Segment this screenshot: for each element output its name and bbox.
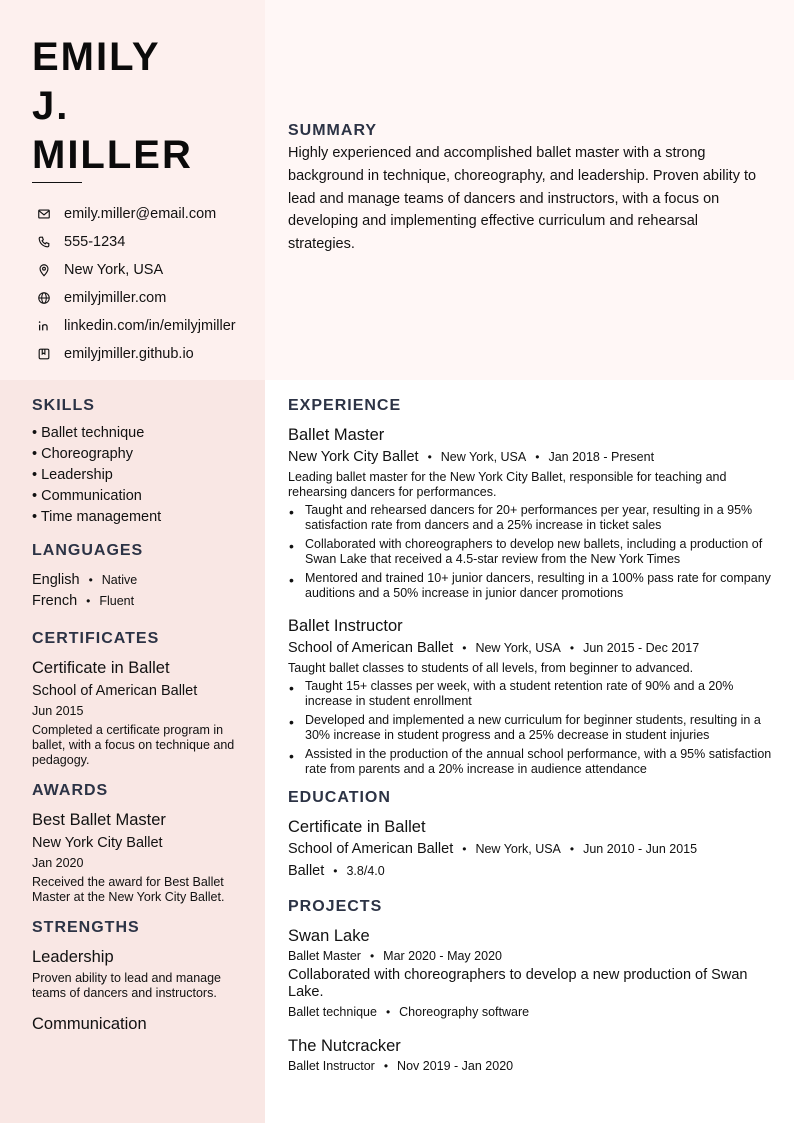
- name-first: EMILY: [32, 35, 161, 79]
- education-meta: [288, 838, 772, 860]
- certificate-desc: Completed a certificate program in ballet, with a focus on technique and pedagogy.: [32, 723, 235, 767]
- education-heading: EDUCATION: [288, 789, 391, 806]
- job-entry: [288, 424, 772, 601]
- contact-linkedin-text[interactable]: linkedin.com/in/emilyjmiller: [64, 318, 236, 334]
- projects-heading: PROJECTS: [288, 898, 383, 915]
- education-title: Certificate in Ballet: [288, 818, 426, 836]
- separator-dot: •: [333, 864, 338, 878]
- project-tags: [288, 1003, 772, 1021]
- education-field: Ballet: [288, 863, 325, 879]
- award-date: Jan 2020: [32, 856, 84, 870]
- separator-dot: •: [462, 842, 467, 856]
- contact-website-text[interactable]: emilyjmiller.com: [64, 290, 167, 306]
- summary-text: Highly experienced and accomplished ballet master with a strong background in technique, choreography, and leadership. Proven ability to lead and manage teams of dancers and instructors, with a focus on developing and implementing effective curriculum and rehearsal strategies.: [288, 145, 757, 253]
- experience-heading: EXPERIENCE: [288, 397, 402, 414]
- certificate-title: Certificate in Ballet: [32, 659, 170, 677]
- job-desc: Leading ballet master for the New York City Ballet, responsible for teaching and rehearsing dancers for performances.: [288, 470, 727, 499]
- certificate-org: School of American Ballet: [32, 683, 198, 699]
- experience-section: [288, 397, 772, 777]
- strength-title: Leadership: [32, 948, 114, 966]
- name-last: MILLER: [32, 133, 193, 177]
- project-role: Ballet Instructor: [288, 1059, 375, 1073]
- job-title: Ballet Instructor: [288, 617, 403, 635]
- project-title: Swan Lake: [288, 927, 370, 945]
- project-entry: [288, 925, 772, 1021]
- education-location: New York, USA: [475, 842, 561, 856]
- awards-heading: AWARDS: [32, 782, 109, 799]
- project-dates: Nov 2019 - Jan 2020: [397, 1059, 514, 1073]
- skills-heading: SKILLS: [32, 397, 95, 414]
- language-name: French: [32, 593, 78, 609]
- contact-phone-text[interactable]: 555-1234: [64, 234, 126, 250]
- main-content: [288, 397, 772, 1087]
- separator-dot: •: [535, 450, 540, 464]
- contact-location: [32, 256, 236, 284]
- strengths-heading: STRENGTHS: [32, 919, 140, 936]
- separator-dot: •: [88, 573, 93, 587]
- job-bullets: [288, 503, 772, 601]
- languages-heading: LANGUAGES: [32, 542, 144, 559]
- education-meta-2: [288, 860, 772, 882]
- project-meta: [288, 947, 772, 965]
- separator-dot: •: [369, 949, 375, 963]
- project-tag: Ballet technique: [288, 1005, 377, 1019]
- project-dates: Mar 2020 - May 2020: [383, 949, 502, 963]
- skill-item: • Choreography: [32, 446, 133, 462]
- name-divider: [32, 182, 82, 183]
- separator-dot: •: [385, 1005, 391, 1019]
- project-meta: [288, 1057, 772, 1075]
- github-icon: [32, 342, 56, 366]
- job-location: New York, USA: [475, 641, 561, 655]
- language-item: [32, 591, 247, 612]
- education-gpa: 3.8/4.0: [346, 864, 385, 878]
- contact-list: [32, 200, 236, 368]
- bullet-item: • Collaborated with choreographers to develop new ballets, including a production of Swan Lake that received a 4.5-star review from the New York Times: [288, 537, 772, 567]
- award-org: New York City Ballet: [32, 835, 163, 851]
- contact-github-text[interactable]: emilyjmiller.github.io: [64, 346, 194, 362]
- job-dates: Jan 2018 - Present: [548, 450, 655, 464]
- separator-dot: •: [427, 450, 432, 464]
- contact-location-text: New York, USA: [64, 262, 164, 278]
- contact-phone[interactable]: [32, 228, 236, 256]
- job-meta: [288, 446, 772, 468]
- project-role: Ballet Master: [288, 949, 361, 963]
- language-level: Native: [101, 573, 138, 587]
- skill-item: • Leadership: [32, 467, 113, 483]
- phone-icon: [32, 230, 56, 254]
- contact-website[interactable]: [32, 284, 236, 312]
- skills-section: [32, 397, 247, 528]
- bullet-item: • Assisted in the production of the annual school performance, with a 95% satisfaction rate from parents and a 20% increase in audience attendance: [288, 747, 772, 777]
- summary-heading: SUMMARY: [288, 122, 378, 139]
- awards-section: [32, 782, 247, 905]
- job-desc: Taught ballet classes to students of all levels, from beginner to advanced.: [288, 661, 694, 675]
- skill-item: • Communication: [32, 488, 142, 504]
- certificates-section: [32, 630, 247, 768]
- strength-title: Communication: [32, 1015, 147, 1033]
- separator-dot: •: [383, 1059, 389, 1073]
- bullet-item: • Developed and implemented a new curriculum for beginner students, resulting in a 30% increase in student progress and a 25% decrease in student injuries: [288, 713, 772, 743]
- bullet-item: • Mentored and trained 10+ junior dancers, resulting in a 100% pass rate for company auditions and a 50% increase in junior dancer promotions: [288, 571, 772, 601]
- language-item: [32, 570, 247, 591]
- contact-linkedin[interactable]: [32, 312, 236, 340]
- language-level: Fluent: [99, 594, 135, 608]
- contact-email[interactable]: [32, 200, 236, 228]
- sidebar-content: [32, 397, 247, 1049]
- job-org: New York City Ballet: [288, 449, 419, 465]
- strength-desc: Proven ability to lead and manage teams of dancers and instructors.: [32, 971, 222, 1000]
- globe-icon: [32, 286, 56, 310]
- contact-email-text[interactable]: emily.miller@email.com: [64, 206, 217, 222]
- separator-dot: •: [569, 641, 575, 655]
- project-entry: [288, 1035, 772, 1075]
- separator-dot: •: [462, 641, 467, 655]
- bullet-item: • Taught and rehearsed dancers for 20+ performances per year, resulting in a 95% satisfaction rate from dancers and a 25% increase in ticket sales: [288, 503, 772, 533]
- skill-item: • Ballet technique: [32, 425, 145, 441]
- language-name: English: [32, 572, 80, 588]
- separator-dot: •: [86, 594, 91, 608]
- certificate-date: Jun 2015: [32, 704, 84, 718]
- education-org: School of American Ballet: [288, 841, 454, 857]
- name-middle: J.: [32, 84, 70, 128]
- skill-item: • Time management: [32, 509, 162, 525]
- award-title: Best Ballet Master: [32, 811, 166, 829]
- project-tag: Choreography software: [399, 1005, 530, 1019]
- project-desc: Collaborated with choreographers to develop a new production of Swan Lake.: [288, 967, 748, 1000]
- contact-github[interactable]: [32, 340, 236, 368]
- location-pin-icon: [32, 258, 56, 282]
- job-location: New York, USA: [440, 450, 527, 464]
- education-dates: Jun 2010 - Jun 2015: [583, 842, 698, 856]
- projects-section: [288, 898, 772, 1075]
- job-org: School of American Ballet: [288, 640, 454, 656]
- job-entry: [288, 615, 772, 777]
- certificates-heading: CERTIFICATES: [32, 630, 160, 647]
- candidate-name: [32, 33, 193, 180]
- job-dates: Jun 2015 - Dec 2017: [583, 641, 700, 655]
- bullet-item: • Taught 15+ classes per week, with a student retention rate of 90% and a 20% increase in student enrollment: [288, 679, 772, 709]
- job-meta: [288, 637, 772, 659]
- job-bullets: [288, 679, 772, 777]
- education-section: [288, 789, 772, 882]
- job-title: Ballet Master: [288, 426, 385, 444]
- separator-dot: •: [569, 842, 575, 856]
- project-title: The Nutcracker: [288, 1037, 401, 1055]
- strengths-section: [32, 919, 247, 1035]
- mail-icon: [32, 202, 56, 226]
- languages-section: [32, 542, 247, 612]
- linkedin-icon: [32, 314, 56, 338]
- award-desc: Received the award for Best Ballet Master at the New York City Ballet.: [32, 875, 225, 904]
